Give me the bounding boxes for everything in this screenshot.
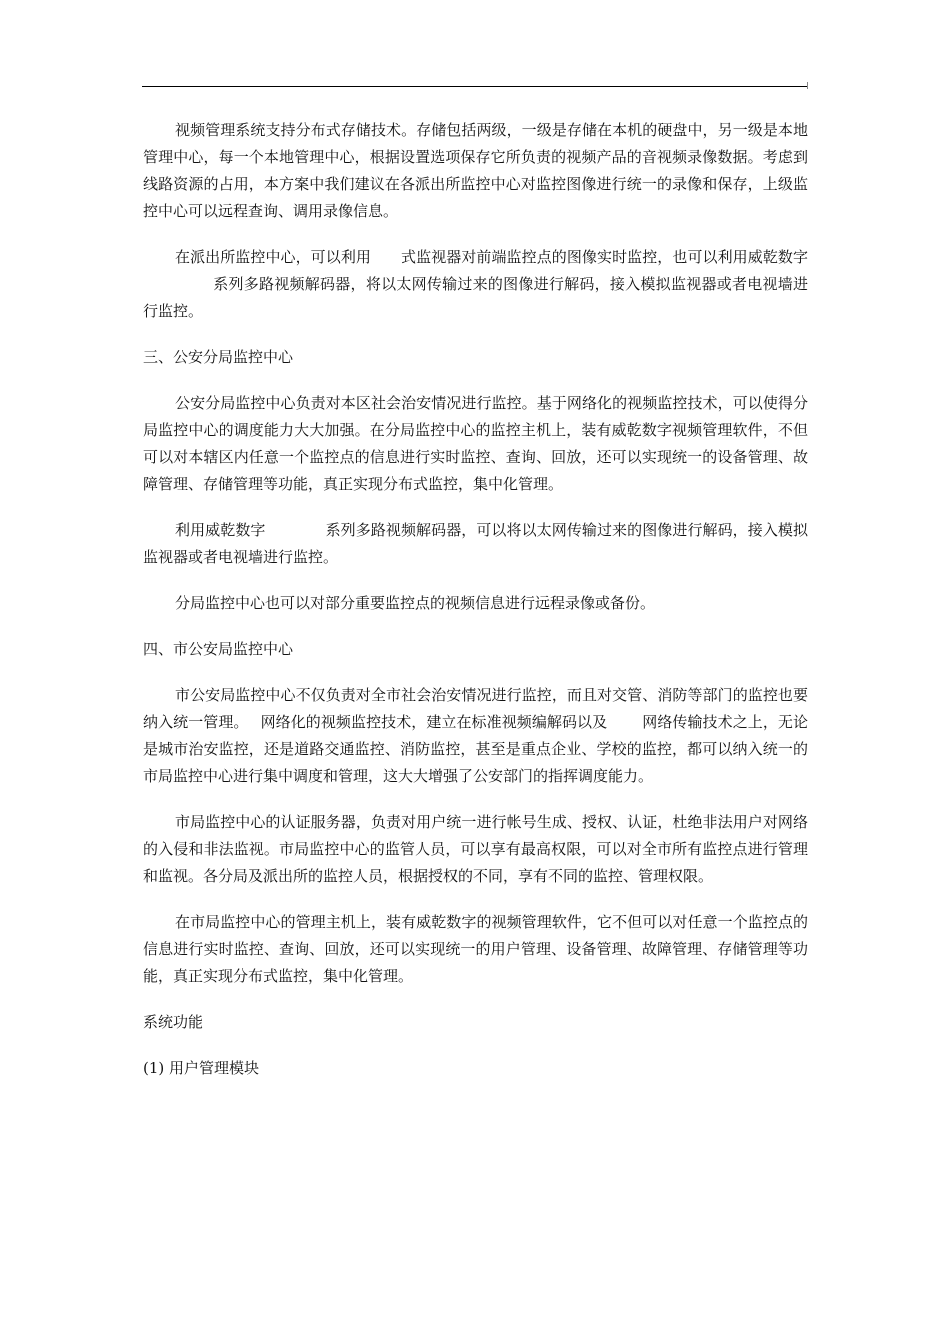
- subheading-user-management-module: (1) 用户管理模块: [143, 1059, 260, 1077]
- text-segment: 式监视器对前端监控点的图像实时监控，也可以利用威乾: [400, 248, 778, 266]
- section-heading-branch-center: 三、公安分局监控中心: [143, 348, 294, 366]
- text-segment: 数字: [777, 248, 808, 266]
- text-segment: 网络传输技术之上，无论是城市治安监控，还是道路交通监控、消防监控，甚至是重点企业、学校的监控，都可以纳入统一的市局监控中心进行集中调度和管理，这大大增强了公安部门的指挥调度能力。: [143, 713, 808, 785]
- paragraph-auth-server: 市局监控中心的认证服务器，负责对用户统一进行帐号生成、授权、认证，杜绝非法用户对网络的入侵和非法监视。市局监控中心的监管人员，可以享有最高权限，可以对全市所有监控点进行管理和监视。各分局及派出所的监控人员，根据授权的不同，享有不同的监控、管理权限。: [143, 813, 808, 885]
- paragraph-management-host: 在市局监控中心的管理主机上，装有威乾数字的视频管理软件，它不但可以对任意一个监控点的信息进行实时监控、查询、回放，还可以实现统一的用户管理、设备管理、故障管理、存储管理等功能，真正实现分布式监控，集中化管理。: [143, 913, 808, 985]
- paragraph-branch-backup: 分局监控中心也可以对部分重要监控点的视频信息进行远程录像或备份。: [175, 594, 656, 612]
- text-segment: 利用威乾数字: [175, 521, 266, 539]
- text-segment: 在派出所监控中心，可以利用: [175, 248, 371, 266]
- text-segment: 网络化的视频监控技术，建立在标准视频编解码以及: [260, 713, 608, 731]
- page-content: [143, 117, 808, 1101]
- paragraph-branch-center-duties: 公安分局监控中心负责对本区社会治安情况进行监控。基于网络化的视频监控技术，可以使得分局监控中心的调度能力大大加强。在分局监控中心的监控主机上，装有威乾数字视频管理软件，不但可以对本辖区内任意一个监控点的信息进行实时监控、查询、回放，还可以实现统一的设备管理、故障管理、存储管理等功能，真正实现分布式监控，集中化管理。: [143, 394, 808, 493]
- text-segment: 系列多路视频解码器，将以太网传输过来的图像进行解码，接入模拟监视器或者电视墙进行监控。: [143, 275, 808, 320]
- paragraph-city-center-duties: [143, 682, 808, 790]
- header-rule-end-mark: [807, 82, 808, 89]
- paragraph-branch-decoder: [143, 517, 808, 571]
- header-rule: [142, 86, 807, 87]
- section-heading-system-functions: 系统功能: [143, 1013, 204, 1031]
- paragraph-distributed-storage: 视频管理系统支持分布式存储技术。存储包括两级，一级是存储在本机的硬盘中，另一级是本地管理中心，每一个本地管理中心，根据设置选项保存它所负责的视频产品的音视频录像数据。考虑到线路资源的占用，本方案中我们建议在各派出所监控中心对监控图像进行统一的录像和保存，上级监控中心可以远程查询、调用录像信息。: [143, 121, 808, 220]
- text-segment: 市公安局监控中心不仅负责对全市社会治安情况进行监控，而且对交管、消防等部门的监控也要纳入统一管理。: [143, 686, 808, 731]
- section-heading-city-center: 四、市公安局监控中心: [143, 640, 294, 658]
- paragraph-police-station-center: [143, 244, 808, 325]
- text-segment: 系列多路视频解码器，可以将以太网传输过来的图像进行解码，接入模拟监视器或者电视墙进行监控。: [143, 521, 808, 566]
